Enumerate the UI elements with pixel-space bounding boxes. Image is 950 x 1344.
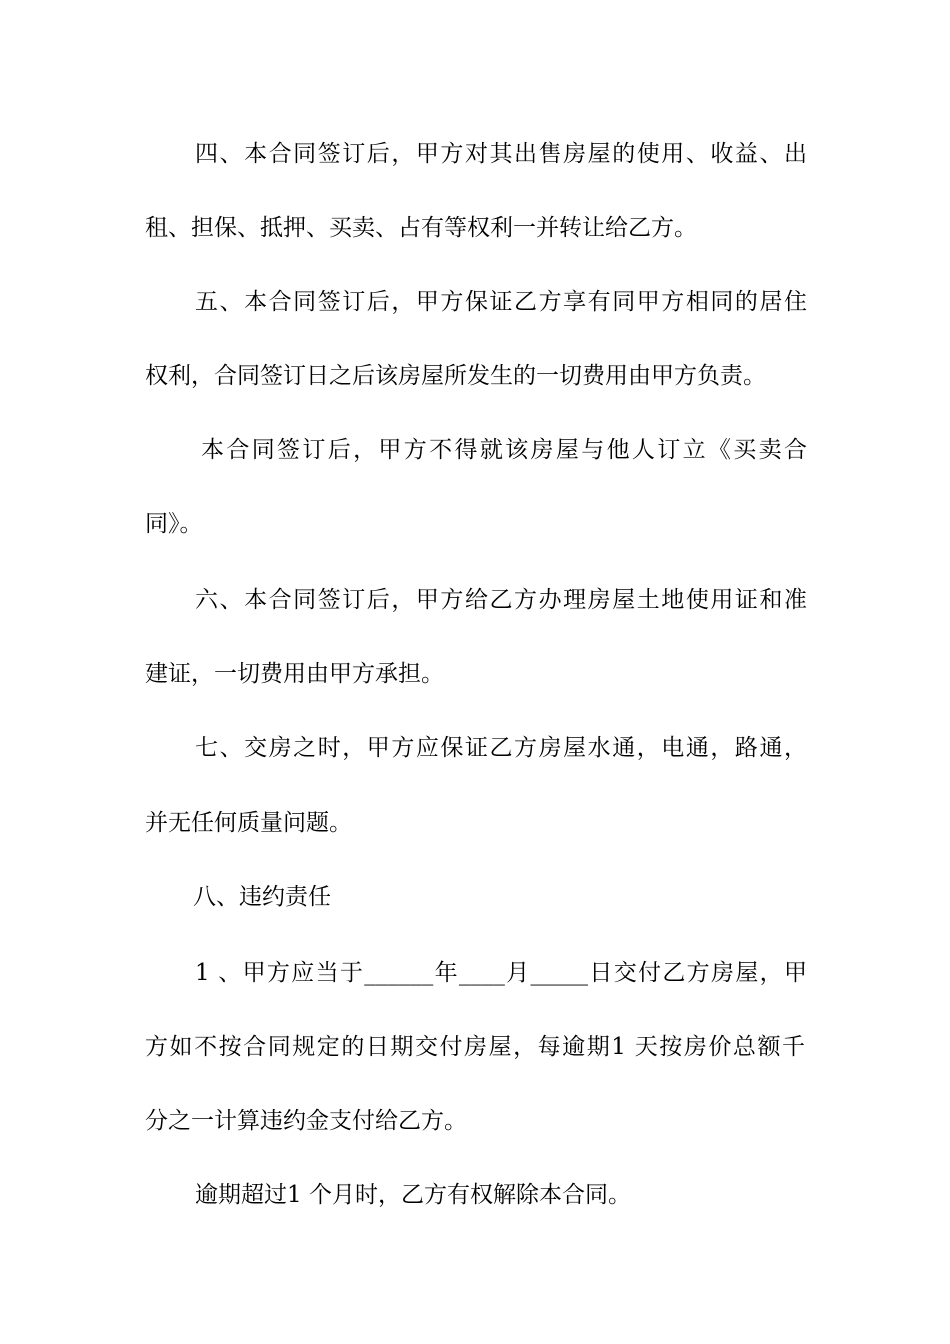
clause-7-line-1: 七、交房之时，甲方应保证乙方房屋水通，电通，路通， <box>195 735 807 761</box>
breach-item-1-line-2: 方如不按合同规定的日期交付房屋，每逾期1 天按房价总额千 <box>145 1034 805 1060</box>
clause-4-line-1: 四、本合同签订后，甲方对其出售房屋的使用、收益、出 <box>195 141 807 167</box>
clause-6-line-2: 建证，一切费用由甲方承担。 <box>145 661 444 687</box>
clause-4-line-2: 租、担保、抵押、买卖、占有等权利一并转让给乙方。 <box>145 215 697 241</box>
clause-5-line-1: 五、本合同签订后，甲方保证乙方享有同甲方相同的居住 <box>195 289 807 315</box>
section-heading-breach: 八、违约责任 <box>193 884 331 910</box>
clause-6-line-1: 六、本合同签订后，甲方给乙方办理房屋土地使用证和准 <box>195 587 807 613</box>
breach-item-1-line-1: 1 、甲方应当于______年____月_____日交付乙方房屋，甲 <box>195 960 807 986</box>
clause-5b-line-2: 同》。 <box>145 511 203 537</box>
breach-item-1-line-3: 分之一计算违约金支付给乙方。 <box>145 1108 467 1134</box>
clause-7-line-2: 并无任何质量问题。 <box>145 810 352 836</box>
clause-5b-line-1: 本合同签订后，甲方不得就该房屋与他人订立《买卖合 <box>201 437 807 463</box>
clause-5-line-2: 权利，合同签订日之后该房屋所发生的一切费用由甲方负责。 <box>145 363 766 389</box>
breach-item-1-line-4: 逾期超过1 个月时，乙方有权解除本合同。 <box>195 1182 631 1208</box>
